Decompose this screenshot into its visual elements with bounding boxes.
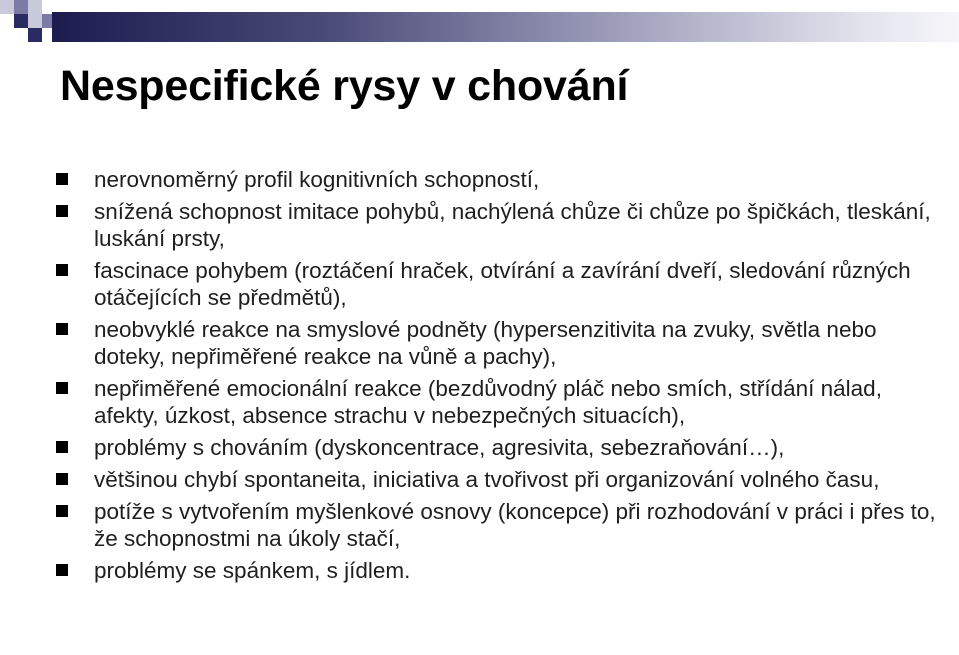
decor-square xyxy=(0,0,14,14)
bullet-text: většinou chybí spontaneita, iniciativa a tvořivost při organizování volného času, xyxy=(94,467,880,492)
title-gradient-bar xyxy=(52,12,959,42)
square-bullet-icon xyxy=(56,441,68,453)
bullet-item xyxy=(56,375,936,429)
square-bullet-icon xyxy=(56,173,68,185)
bullet-text: fascinace pohybem (roztáčení hraček, otvírání a zavírání dveří, sledování různých otáčejících se předmětů), xyxy=(94,258,911,310)
bullet-list xyxy=(56,166,936,589)
bullet-item xyxy=(56,466,936,493)
bullet-text: neobvyklé reakce na smyslové podněty (hypersenzitivita na zvuky, světla nebo doteky, nepřiměřené reakce na vůně a pachy), xyxy=(94,317,877,369)
decor-square xyxy=(28,0,42,14)
square-bullet-icon xyxy=(56,323,68,335)
decor-square xyxy=(28,28,42,42)
bullet-text: potíže s vytvořením myšlenkové osnovy (koncepce) při rozhodování v práci i přes to, že schopnostmi na úkoly stačí, xyxy=(94,499,936,551)
bullet-text: nerovnoměrný profil kognitivních schopností, xyxy=(94,167,540,192)
square-bullet-icon xyxy=(56,264,68,276)
bullet-item xyxy=(56,257,936,311)
bullet-item xyxy=(56,434,936,461)
decor-square xyxy=(14,14,28,28)
bullet-text: snížená schopnost imitace pohybů, nachýlená chůze či chůze po špičkách, tleskání, luskání prsty, xyxy=(94,199,931,251)
square-bullet-icon xyxy=(56,205,68,217)
bullet-item xyxy=(56,198,936,252)
slide-title: Nespecifické rysy v chování xyxy=(60,62,629,110)
header-decoration xyxy=(0,0,959,50)
bullet-text: problémy s chováním (dyskoncentrace, agresivita, sebezraňování…), xyxy=(94,435,785,460)
bullet-text: nepřiměřené emocionální reakce (bezdůvodný pláč nebo smích, střídání nálad, afekty, úzkost, absence strachu v nebezpečných situacích), xyxy=(94,376,882,428)
decor-square xyxy=(14,0,28,14)
decor-square xyxy=(42,14,52,28)
decor-square xyxy=(28,14,42,28)
bullet-item xyxy=(56,316,936,370)
square-bullet-icon xyxy=(56,564,68,576)
bullet-item xyxy=(56,166,936,193)
bullet-text: problémy se spánkem, s jídlem. xyxy=(94,558,411,583)
bullet-item xyxy=(56,557,936,584)
square-bullet-icon xyxy=(56,505,68,517)
bullet-item xyxy=(56,498,936,552)
square-bullet-icon xyxy=(56,382,68,394)
square-bullet-icon xyxy=(56,473,68,485)
